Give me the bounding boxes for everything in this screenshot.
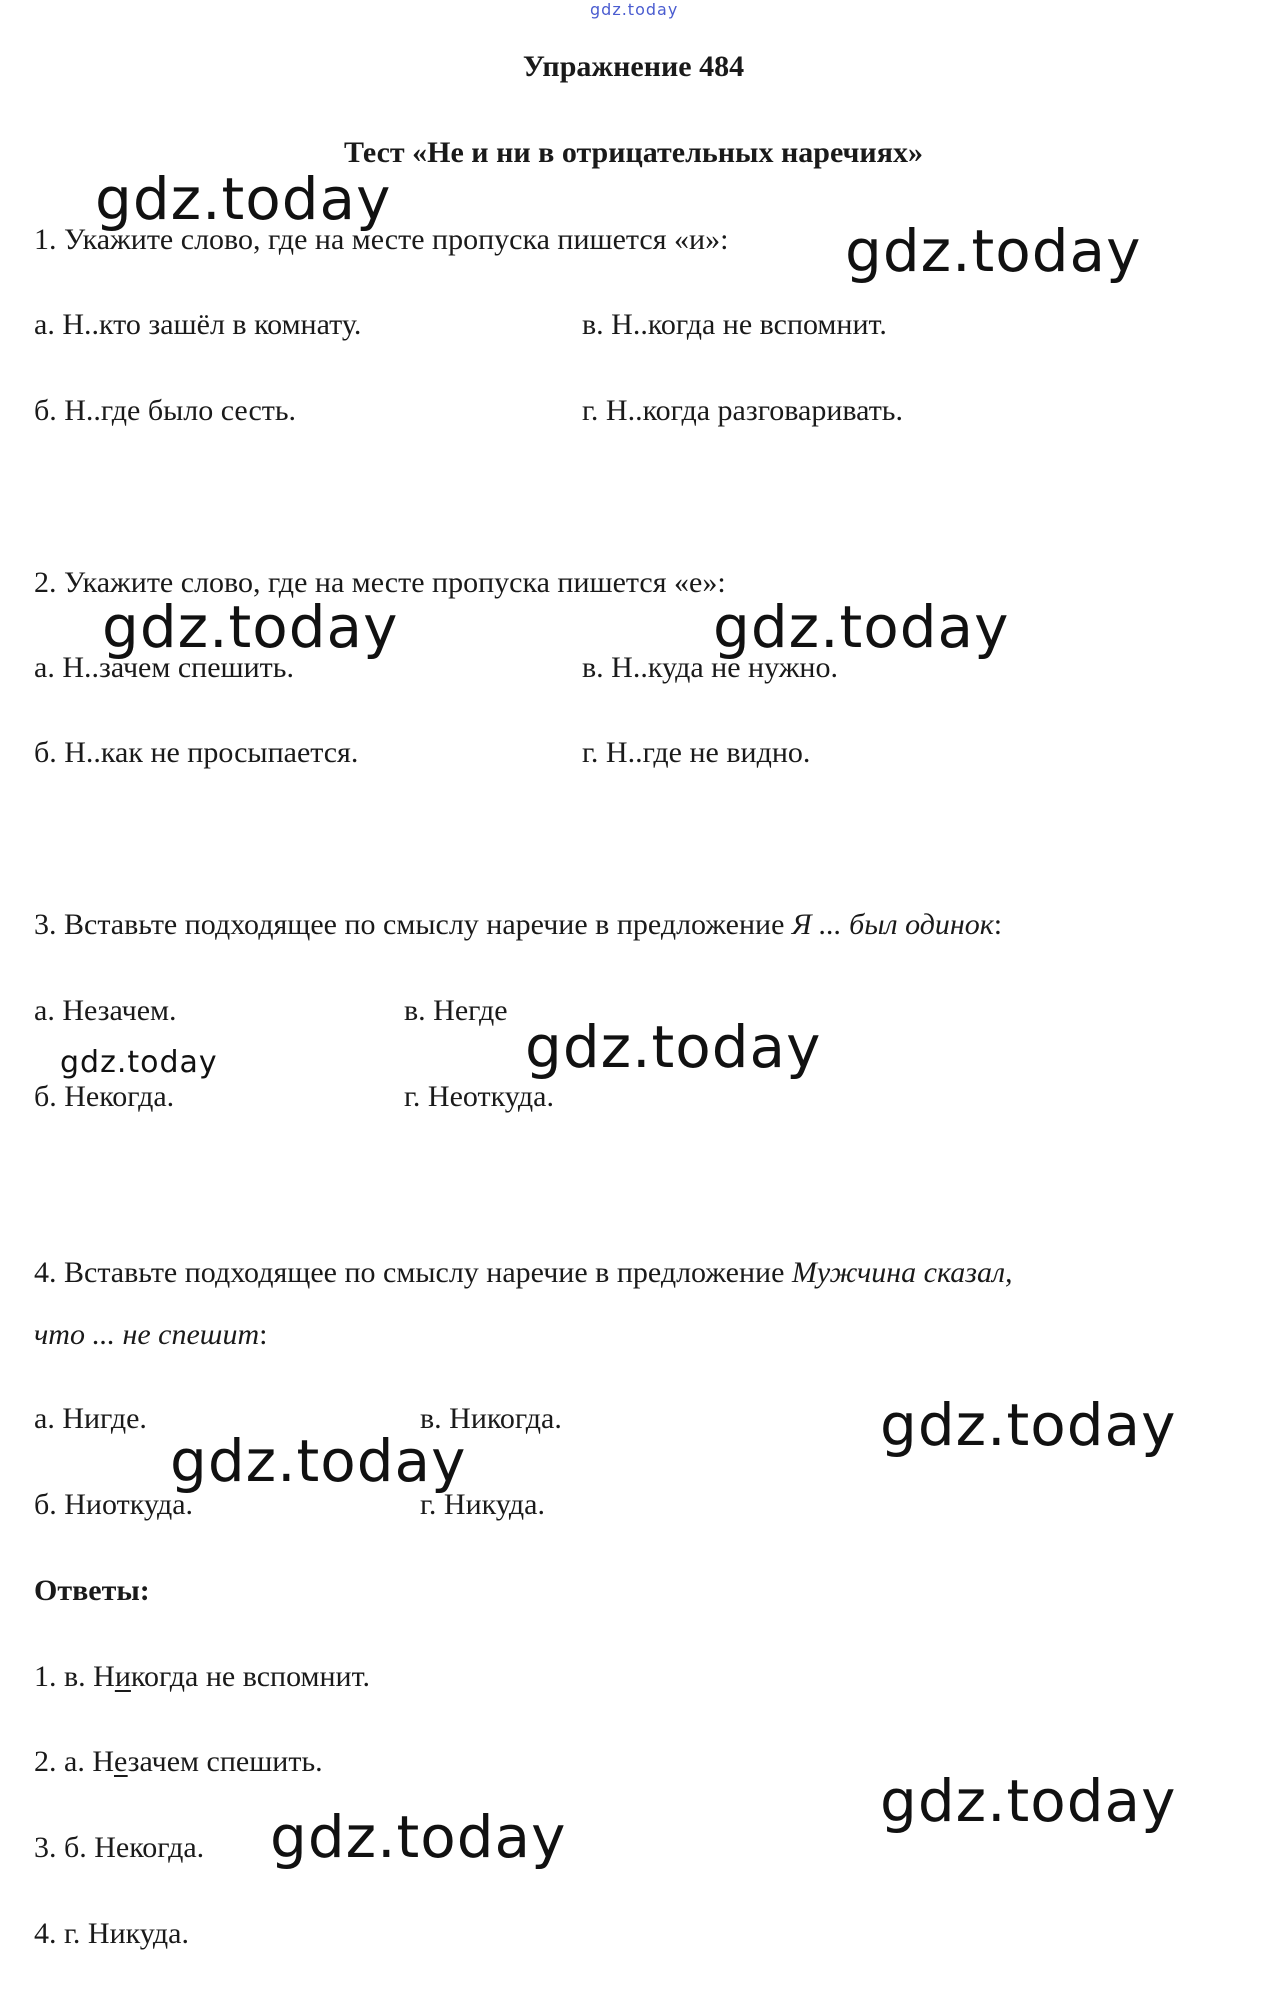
answer-3: 3. б. Некогда. [34,1831,205,1864]
question-4-option-b: б. Ниоткуда. [34,1488,194,1521]
question-4-prompt-sentence: Мужчина сказал, [791,1256,1013,1289]
watermark-7: gdz.today [880,1391,1177,1459]
watermark-4: gdz.today [713,593,1010,661]
watermark-9: gdz.today [880,1767,1177,1835]
question-2-option-a: а. Н..зачем спешить. [34,651,294,684]
answer-2-prefix: 2. а. Н [34,1745,114,1778]
question-1-option-g: г. Н..когда разговаривать. [582,394,903,427]
question-3-option-a: а. Незачем. [34,994,177,1027]
watermark-3: gdz.today [102,593,399,661]
answer-2-letter: е [113,1745,128,1778]
question-3-prompt-sentence: Я ... был одинок [791,908,994,941]
question-2-option-b: б. Н..как не просыпается. [34,736,359,769]
answers-heading: Ответы: [34,1574,150,1607]
watermark-8: gdz.today [170,1427,467,1495]
question-3-prompt-colon: : [993,908,1003,941]
question-4-prompt-text: 4. Вставьте подходящее по смыслу наречие в предложение [34,1256,792,1289]
question-3-option-b: б. Некогда. [34,1080,175,1113]
question-3-option-v: в. Негде [404,994,508,1027]
question-1-prompt: 1. Укажите слово, где на месте пропуска пишется «и»: [34,223,729,256]
answer-1 [34,1662,370,1692]
watermark-1: gdz.today [95,165,392,233]
question-4-option-v: в. Никогда. [420,1402,562,1435]
question-4-prompt-colon: : [259,1318,268,1351]
answer-1-letter: и [114,1660,131,1693]
question-1-option-v: в. Н..когда не вспомнит. [582,308,887,341]
question-2-prompt: 2. Укажите слово, где на месте пропуска пишется «е»: [34,566,726,599]
answer-1-prefix: 1. в. Н [34,1660,115,1693]
question-1-option-b: б. Н..где было сесть. [34,394,297,427]
question-2-option-g: г. Н..где не видно. [582,736,811,769]
watermark-6: gdz.today [525,1013,822,1081]
exercise-title: Упражнение 484 [522,50,745,83]
watermark-5: gdz.today [60,1045,218,1080]
question-1-option-a: а. Н..кто зашёл в комнату. [34,308,362,341]
question-4-prompt-sentence-cont: что ... не спешит [34,1318,260,1351]
answer-4: 4. г. Никуда. [34,1917,189,1950]
watermark-2: gdz.today [845,217,1142,285]
question-4-prompt [34,1258,1013,1288]
question-4-prompt-line2 [34,1320,267,1350]
watermark-top: gdz.today [590,0,679,19]
test-title: Тест «Не и ни в отрицательных наречиях» [344,136,923,169]
answer-2 [34,1747,323,1777]
question-4-option-a: а. Нигде. [34,1402,147,1435]
question-3-prompt-text: 3. Вставьте подходящее по смыслу наречие в предложение [34,908,792,941]
answer-1-rest: когда не вспомнит. [130,1660,370,1693]
question-4-option-g: г. Никуда. [420,1488,545,1521]
question-3-prompt [34,910,1002,940]
question-3-option-g: г. Неоткуда. [404,1080,554,1113]
watermark-10: gdz.today [270,1803,567,1871]
question-2-option-v: в. Н..куда не нужно. [582,651,838,684]
answer-2-rest: зачем спешить. [127,1745,323,1778]
